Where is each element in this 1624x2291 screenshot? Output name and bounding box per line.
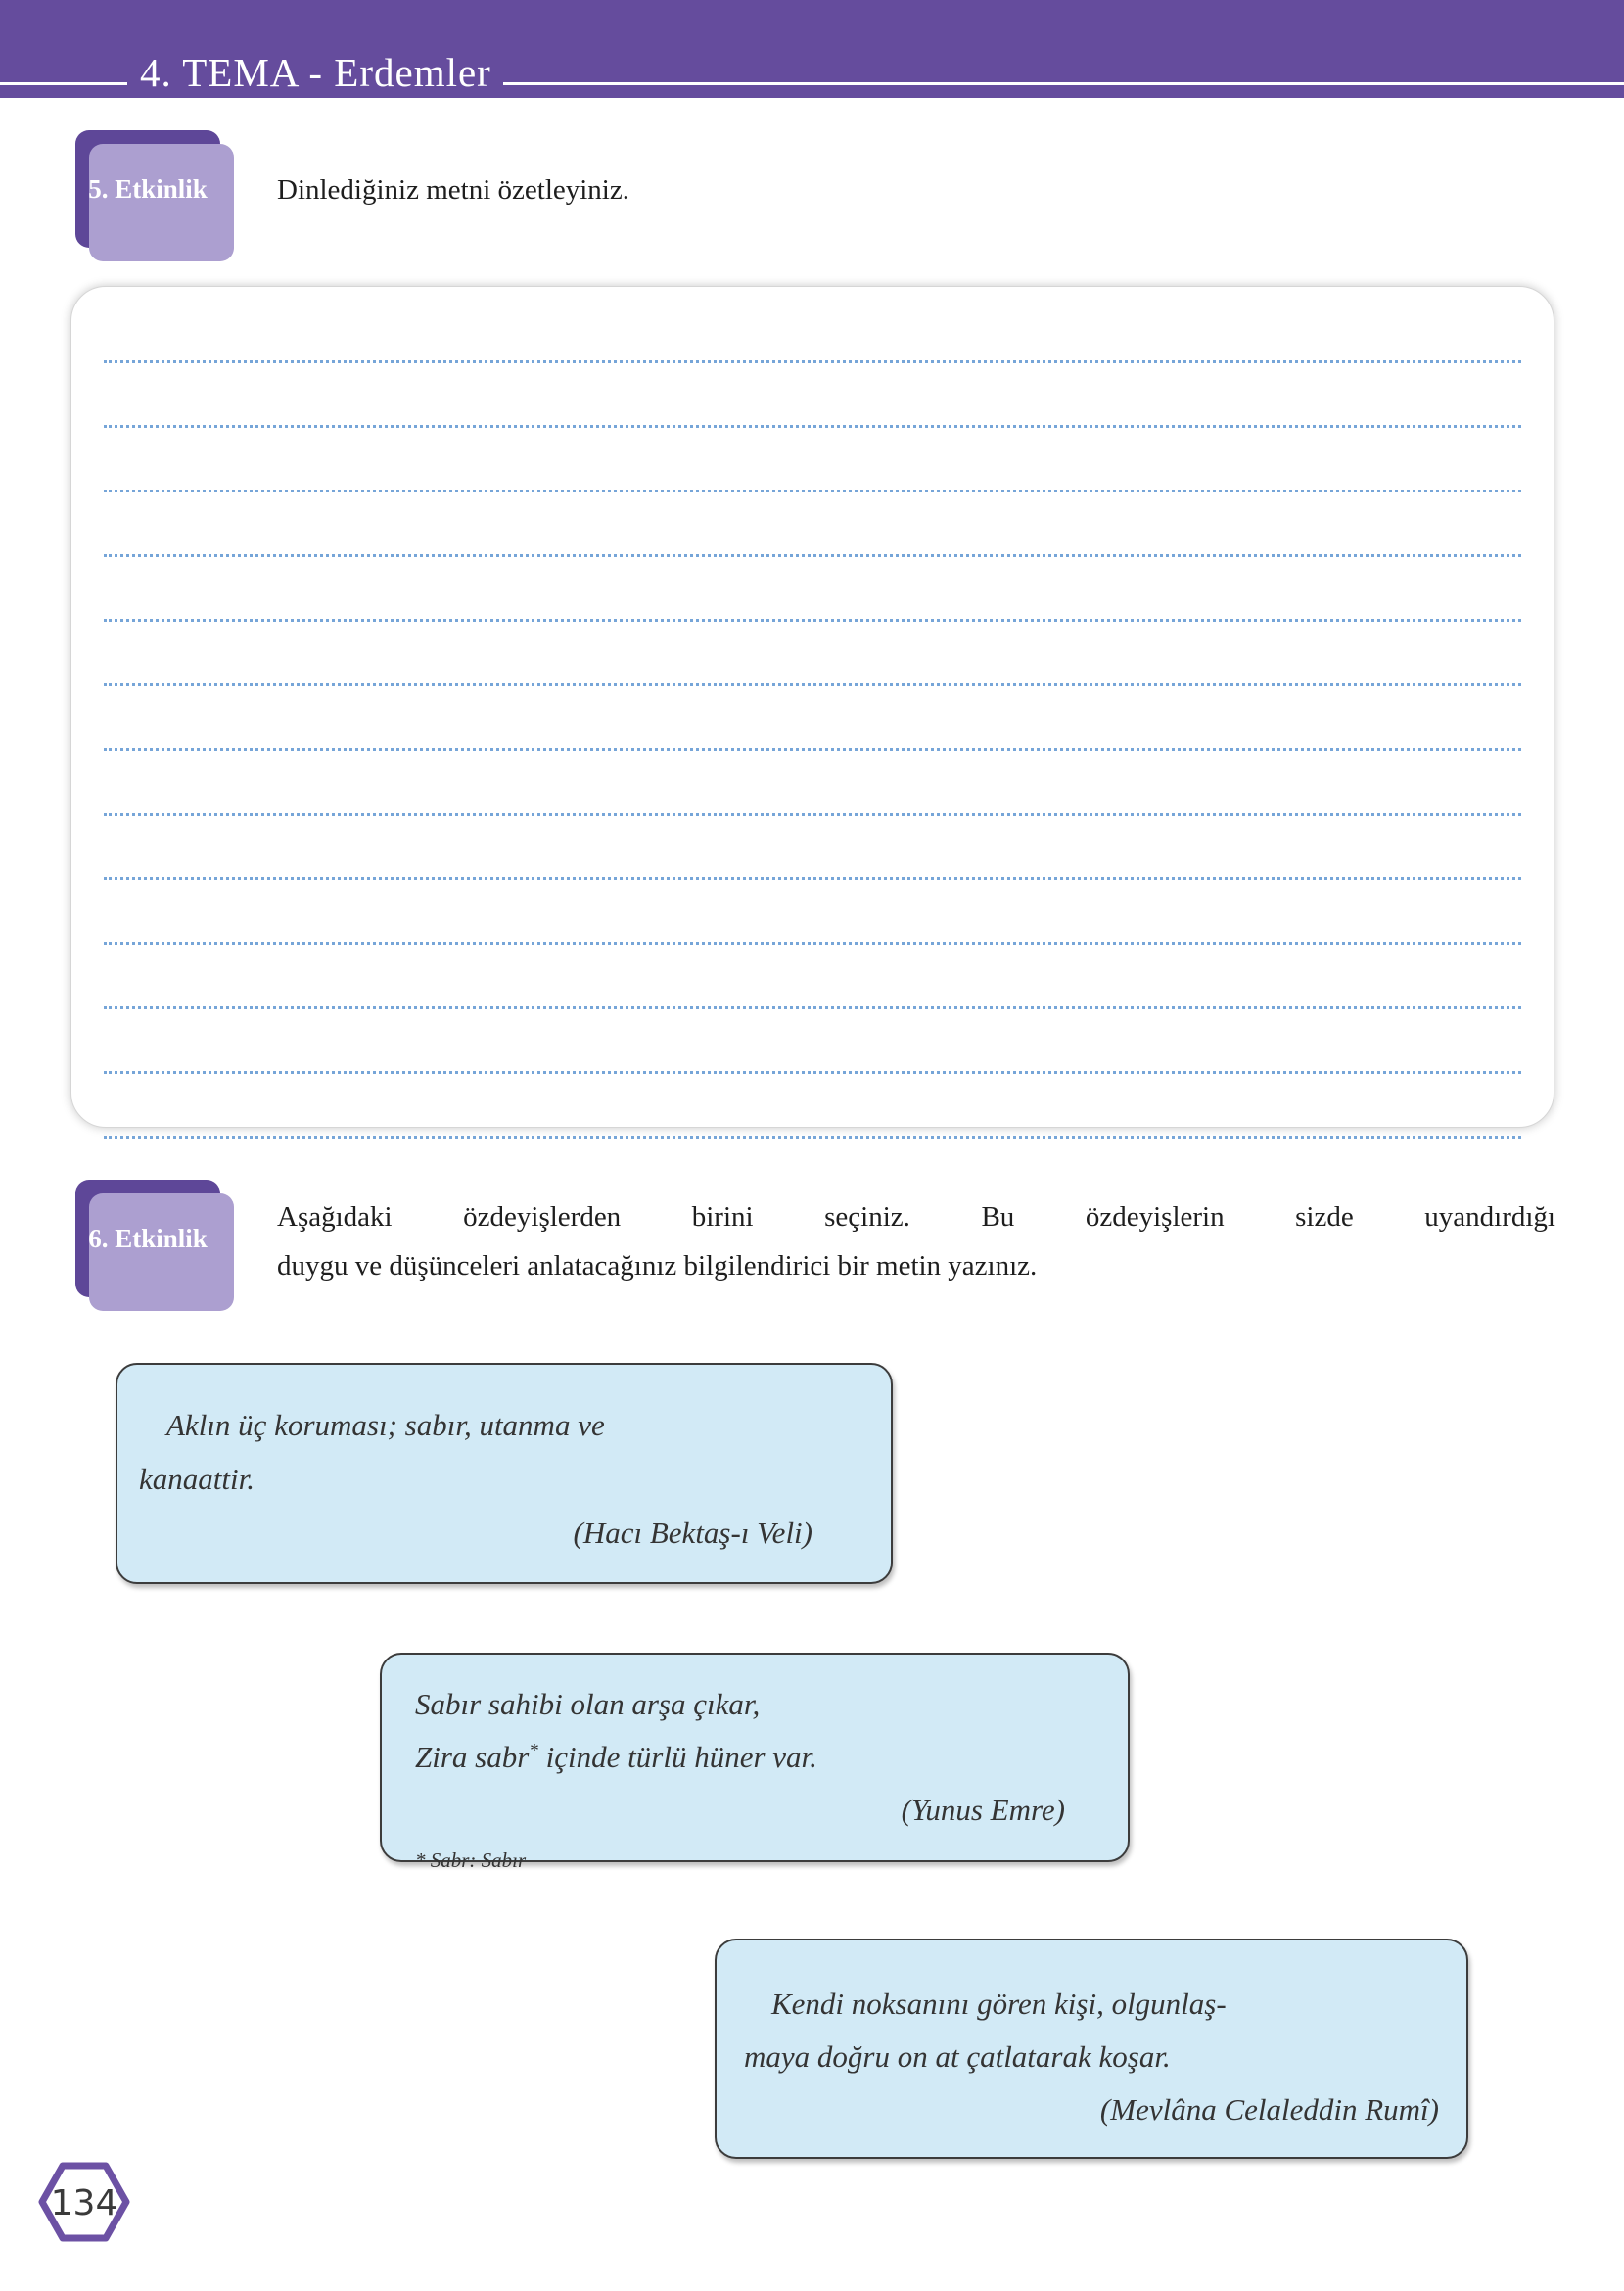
activity6-instruction-line1: Aşağıdaki özdeyişlerden birini seçiniz. Bu özdeyişlerin sizde uyandırdığı xyxy=(277,1201,1555,1233)
quote-text-segment: Zira sabr xyxy=(415,1740,530,1774)
quote-text-line: Kendi noksanını gören kişi, olgunlaş- xyxy=(771,1987,1227,2021)
quote-card-mevlana xyxy=(715,1939,1468,2159)
quote-text-line: maya doğru on at çatlatarak koşar. xyxy=(744,2039,1171,2074)
quote-attribution: (Hacı Bektaş-ı Veli) xyxy=(573,1516,812,1550)
quote-card-haci-bektas xyxy=(116,1363,893,1584)
quote-attribution: (Yunus Emre) xyxy=(901,1793,1065,1827)
activity5-badge xyxy=(75,130,220,248)
activity6-instruction-line2: duygu ve düşünceleri anlatacağınız bilgilendirici bir metin yazınız. xyxy=(277,1250,1038,1282)
title-rule-right xyxy=(503,82,1624,85)
quote-text-line: kanaattir. xyxy=(139,1462,255,1496)
header-band xyxy=(0,0,1624,98)
activity6-badge xyxy=(75,1180,220,1297)
writing-line xyxy=(104,428,1521,492)
writing-line xyxy=(104,880,1521,945)
writing-line xyxy=(104,492,1521,557)
quote-text-line: Sabır sahibi olan arşa çıkar, xyxy=(415,1687,761,1721)
writing-line xyxy=(104,622,1521,686)
title-rule-left xyxy=(0,82,127,85)
writing-line xyxy=(104,363,1521,428)
quote-text-line: Aklın üç koruması; sabır, utanma ve xyxy=(166,1408,605,1442)
writing-line xyxy=(104,686,1521,751)
writing-line xyxy=(104,751,1521,816)
quote-attribution: (Mevlâna Celaleddin Rumî) xyxy=(1099,2092,1439,2127)
writing-line xyxy=(104,1074,1521,1139)
writing-lines xyxy=(104,299,1521,1139)
page-title: 4. TEMA - Erdemler xyxy=(140,50,491,95)
writing-box xyxy=(70,286,1554,1128)
quote-card-yunus-emre xyxy=(380,1653,1130,1872)
activity5-badge-label: 5. Etkinlik xyxy=(88,173,208,204)
page-number: 134 xyxy=(50,2183,118,2223)
quote-footnote: * Sabr: Sabır xyxy=(415,1848,527,1872)
activity5-instruction: Dinlediğiniz metni özetleyiniz. xyxy=(277,174,629,206)
writing-line xyxy=(104,557,1521,622)
writing-line xyxy=(104,299,1521,363)
writing-line xyxy=(104,816,1521,880)
activity6-badge-label: 6. Etkinlik xyxy=(88,1223,208,1253)
page-number-badge xyxy=(37,2161,131,2243)
quote-text-line xyxy=(415,1731,1098,1784)
footnote-asterisk: * xyxy=(529,1740,538,1761)
writing-line xyxy=(104,1009,1521,1074)
activity6-instruction xyxy=(277,1192,1555,1290)
writing-line xyxy=(104,945,1521,1009)
quote-text-segment: içinde türlü hüner var. xyxy=(537,1740,817,1774)
